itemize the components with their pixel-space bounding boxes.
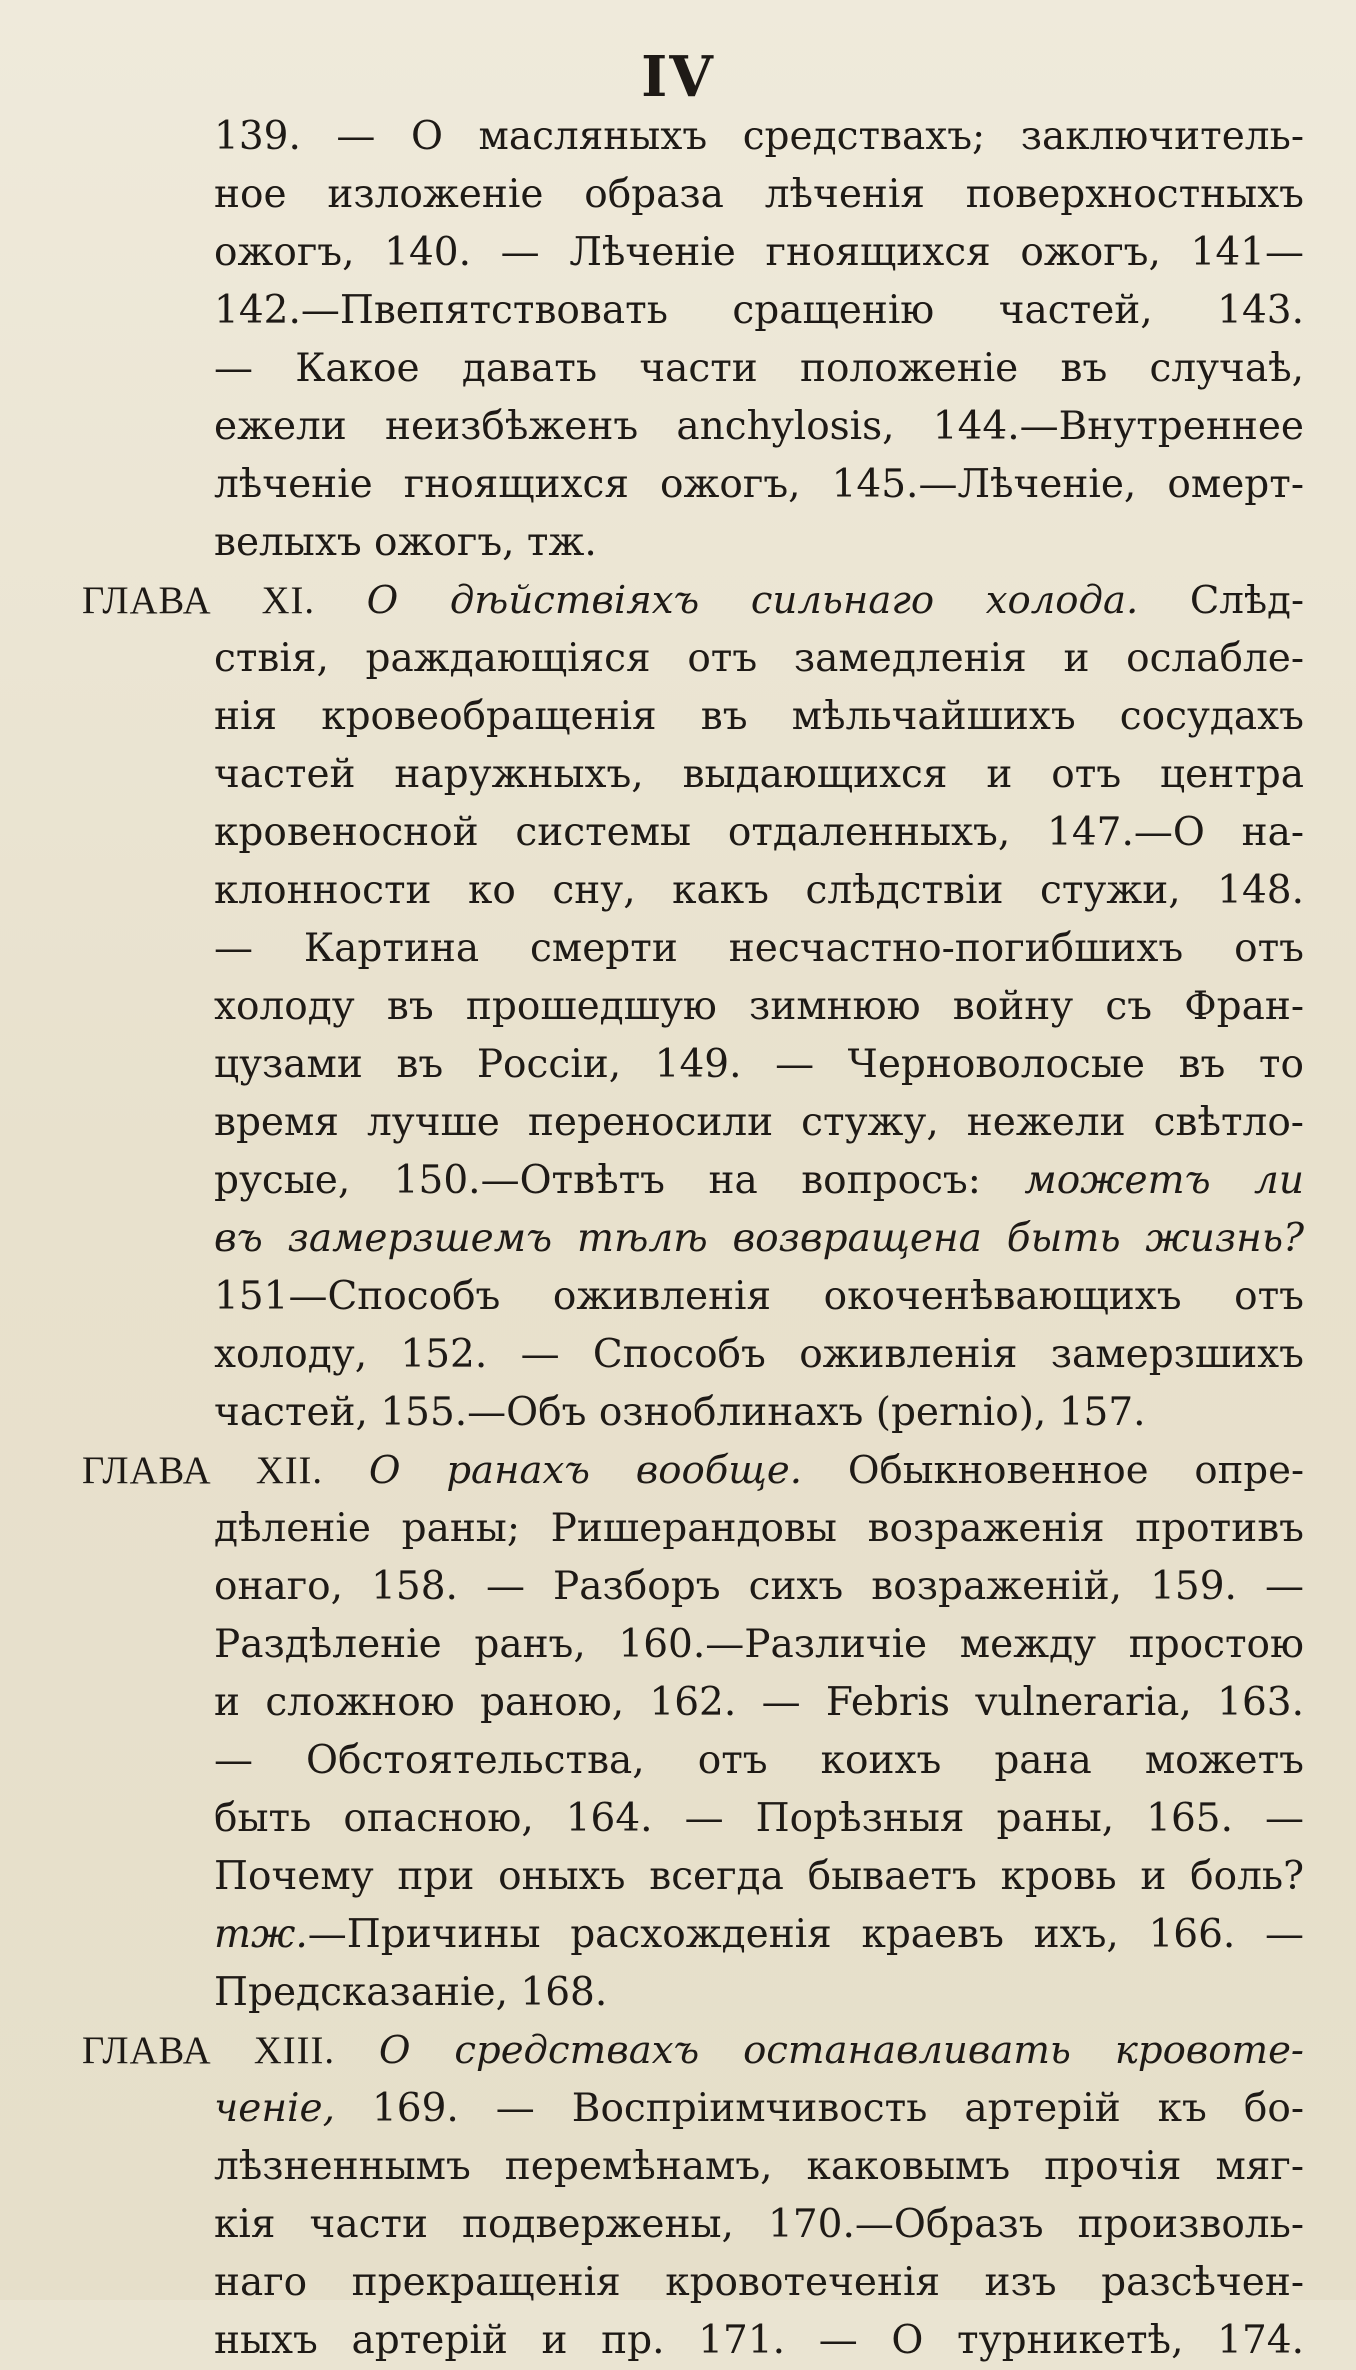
text-line: — Обстоятельства, отъ коихъ рана можетъ [214,1738,1304,1783]
text-fragment: Предсказаніе, 168. [214,1970,608,2015]
text-fragment: частей, 155.—Объ озноблинахъ (pernio), 157. [214,1390,1146,1435]
text-line: и сложною раною, 162. — Febris vulneraria, 163. [214,1680,1304,1725]
text-line: лѣченіе гноящихся ожогъ, 145.—Лѣченіе, омерт- [214,462,1304,507]
italic-fragment: можетъ ли [1024,1158,1304,1203]
text-line: — Какое давать части положеніе въ случаѣ, [214,346,1304,391]
text-line-mixed [82,2080,1304,2138]
page-number: IV [641,44,715,110]
text-line: нія кровеобращенія въ мѣльчайшихъ сосудахъ [214,694,1304,739]
text-line: 142.—Пвепятствовать сращенію частей, 143. [214,288,1304,333]
text-fragment: русые, 150.—Отвѣтъ на вопросъ: [214,1158,981,1203]
text-line: лѣзненнымъ перемѣнамъ, каковымъ прочія мяг- [214,2144,1304,2189]
chapter-heading-line [82,1442,1304,1500]
italic-fragment: ченіе, [214,2086,335,2131]
toc-entry-chapter-13 [82,2022,1304,2370]
text-line-last [82,1964,1304,2022]
text-line: время лучше переносили стужу, нежели свѣтло- [214,1100,1304,1145]
text-line: онаго, 158. — Разборъ сихъ возраженій, 159. — [214,1564,1304,1609]
toc-entry-chapter-12 [82,1442,1304,2022]
text-line-mixed [82,1152,1304,1210]
text-line: ное изложеніе образа лѣченія поверхностныхъ [214,172,1304,217]
text-line: ожогъ, 140. — Лѣченіе гноящихся ожогъ, 141— [214,230,1304,275]
italic-line: въ замерзшемъ тѣлѣ возвращена быть жизнь? [214,1216,1304,1261]
text-line: 139. — О масляныхъ средствахъ; заключитель- [214,114,1304,159]
chapter-label: ГЛАВА XI. [82,580,315,622]
chapter-label: ГЛАВА XII. [82,1450,324,1492]
italic-fragment: тж. [214,1912,308,1957]
chapter-label: ГЛАВА XIII. [82,2030,335,2072]
chapter-heading-line [82,2022,1304,2080]
text-line: клонности ко сну, какъ слѣдствіи стужи, 148. [214,868,1304,913]
text-line: Раздѣленіе ранъ, 160.—Различіе между простою [214,1622,1304,1667]
text-fragment: Обыкновенное опре- [847,1448,1304,1493]
chapter-title: О средствахъ останавливать кровоте- [378,2028,1304,2073]
text-fragment: Слѣд- [1189,578,1304,623]
text-line: цузами въ Россіи, 149. — Черноволосые въ то [214,1042,1304,1087]
text-line: холоду, 152. — Способъ оживленія замерзшихъ [214,1332,1304,1377]
text-line: дѣленіе раны; Ришерандовы возраженія противъ [214,1506,1304,1551]
text-line-last [82,1384,1304,1442]
text-fragment: —Причины расхожденія краевъ ихъ, 166. — [307,1912,1304,1957]
text-line: наго прекращенія кровотеченія изъ разсѣчен- [214,2260,1304,2305]
text-line: кія части подвержены, 170.—Образъ произволь- [214,2202,1304,2247]
text-line: 151—Способъ оживленія окоченѣвающихъ отъ [214,1274,1304,1319]
text-line: ежели неизбѣженъ anchylosis, 144.—Внутреннее [214,404,1304,449]
chapter-heading-line [82,572,1304,630]
text-line: ствія, раждающіяся отъ замедленія и ослабле- [214,636,1304,681]
chapter-title: О дѣйствіяхъ сильнаго холода. [366,578,1139,623]
text-line-mixed [82,1906,1304,1964]
text-line-last [82,514,1304,572]
text-line: быть опасною, 164. — Порѣзныя раны, 165. — [214,1796,1304,1841]
text-line: — Картина смерти несчастно-погибшихъ отъ [214,926,1304,971]
toc-entry-chapter-11 [82,572,1304,1442]
text-line: кровеносной системы отдаленныхъ, 147.—О на- [214,810,1304,855]
text-fragment: 169. — Воспріимчивость артерій къ бо- [371,2086,1304,2131]
text-line: Почему при оныхъ всегда бываетъ кровь и боль? [214,1854,1304,1899]
text-line: холоду въ прошедшую зимнюю войну съ Фран- [214,984,1304,1029]
chapter-title: О ранахъ вообще. [368,1448,803,1493]
text-line: частей наружныхъ, выдающихся и отъ центра [214,752,1304,797]
toc-entry-continuation [82,108,1304,572]
table-of-contents-text [82,108,1304,2370]
text-fragment: велыхъ ожогъ, тж. [214,520,597,565]
text-line: ныхъ артерій и пр. 171. — О турникетѣ, 174. [214,2318,1304,2363]
